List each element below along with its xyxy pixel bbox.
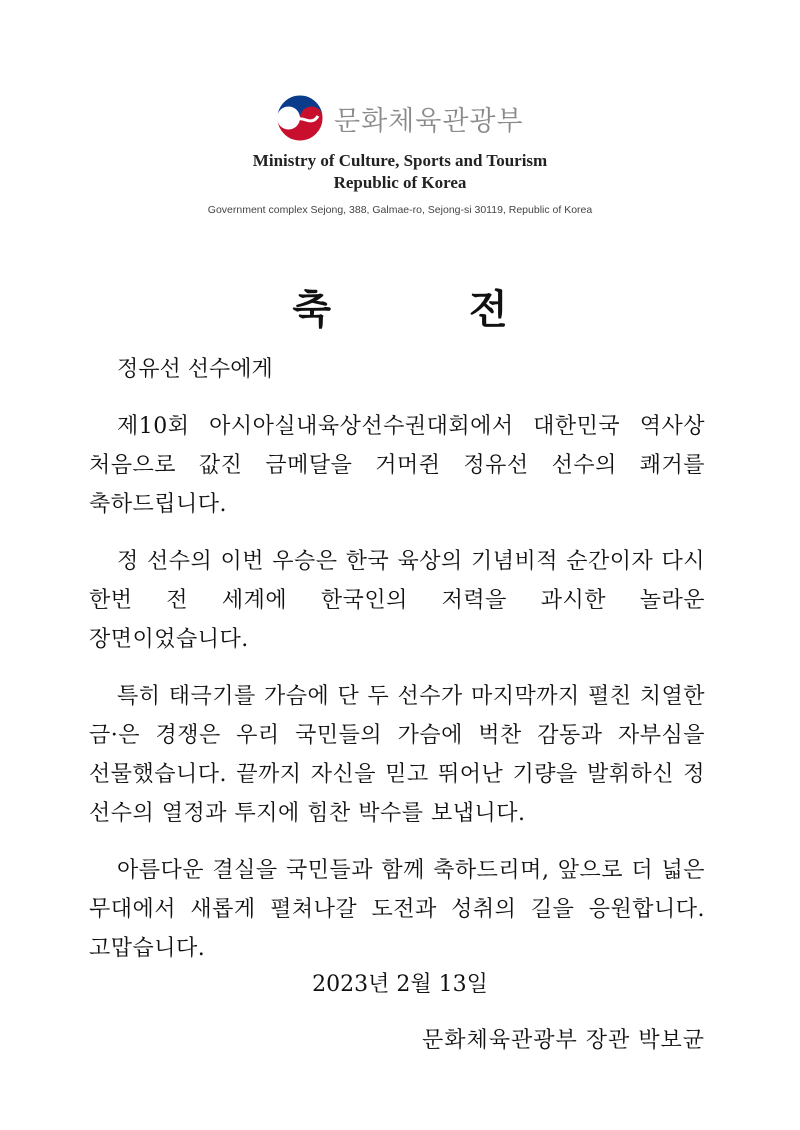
ministry-address: Government complex Sejong, 388, Galmae-ro, Sejong-si 30119, Republic of Korea [207,204,593,216]
ministry-english-name: Ministry of Culture, Sports and Tourism [252,151,548,170]
ministry-logo [276,92,524,144]
ministry-country: Republic of Korea [333,173,467,192]
letter-salutation: 정유선 선수에게 [117,357,273,382]
letter-paragraph: 특히 태극기를 가슴에 단 두 선수가 마지막까지 펼친 치열한 금·은 경쟁은 우리 국민들의 가슴에 벅찬 감동과 자부심을 선물했습니다. 끝까지 자신을 믿고 뛰어난 기량을 발휘하신 정 선수의 열정과 투지에 힘찬 박수를 보냅니다. [89,684,705,826]
letter-body [89,350,705,986]
letter-paragraph: 아름다운 결실을 국민들과 함께 축하드리며, 앞으로 더 넓은 무대에서 새롭게 펼쳐나갈 도전과 성취의 길을 응원합니다. 고맙습니다. [89,858,705,961]
letter-title: 축 전 [292,287,570,333]
letter-date: 2023년 2월 13일 [312,972,488,997]
ministry-korean-name: 문화체육관광부 [334,105,524,137]
letter-paragraph: 정 선수의 이번 우승은 한국 육상의 기념비적 순간이자 다시 한번 전 세계에 한국인의 저력을 과시한 놀라운 장면이었습니다. [89,549,705,652]
letter-signature: 문화체육관광부 장관 박보균 [421,1028,705,1053]
letter-paragraph: 제10회 아시아실내육상선수권대회에서 대한민국 역사상 처음으로 값진 금메달을 거머쥔 정유선 선수의 쾌거를 축하드립니다. [89,414,705,517]
taegeuk-emblem-icon [276,94,324,142]
